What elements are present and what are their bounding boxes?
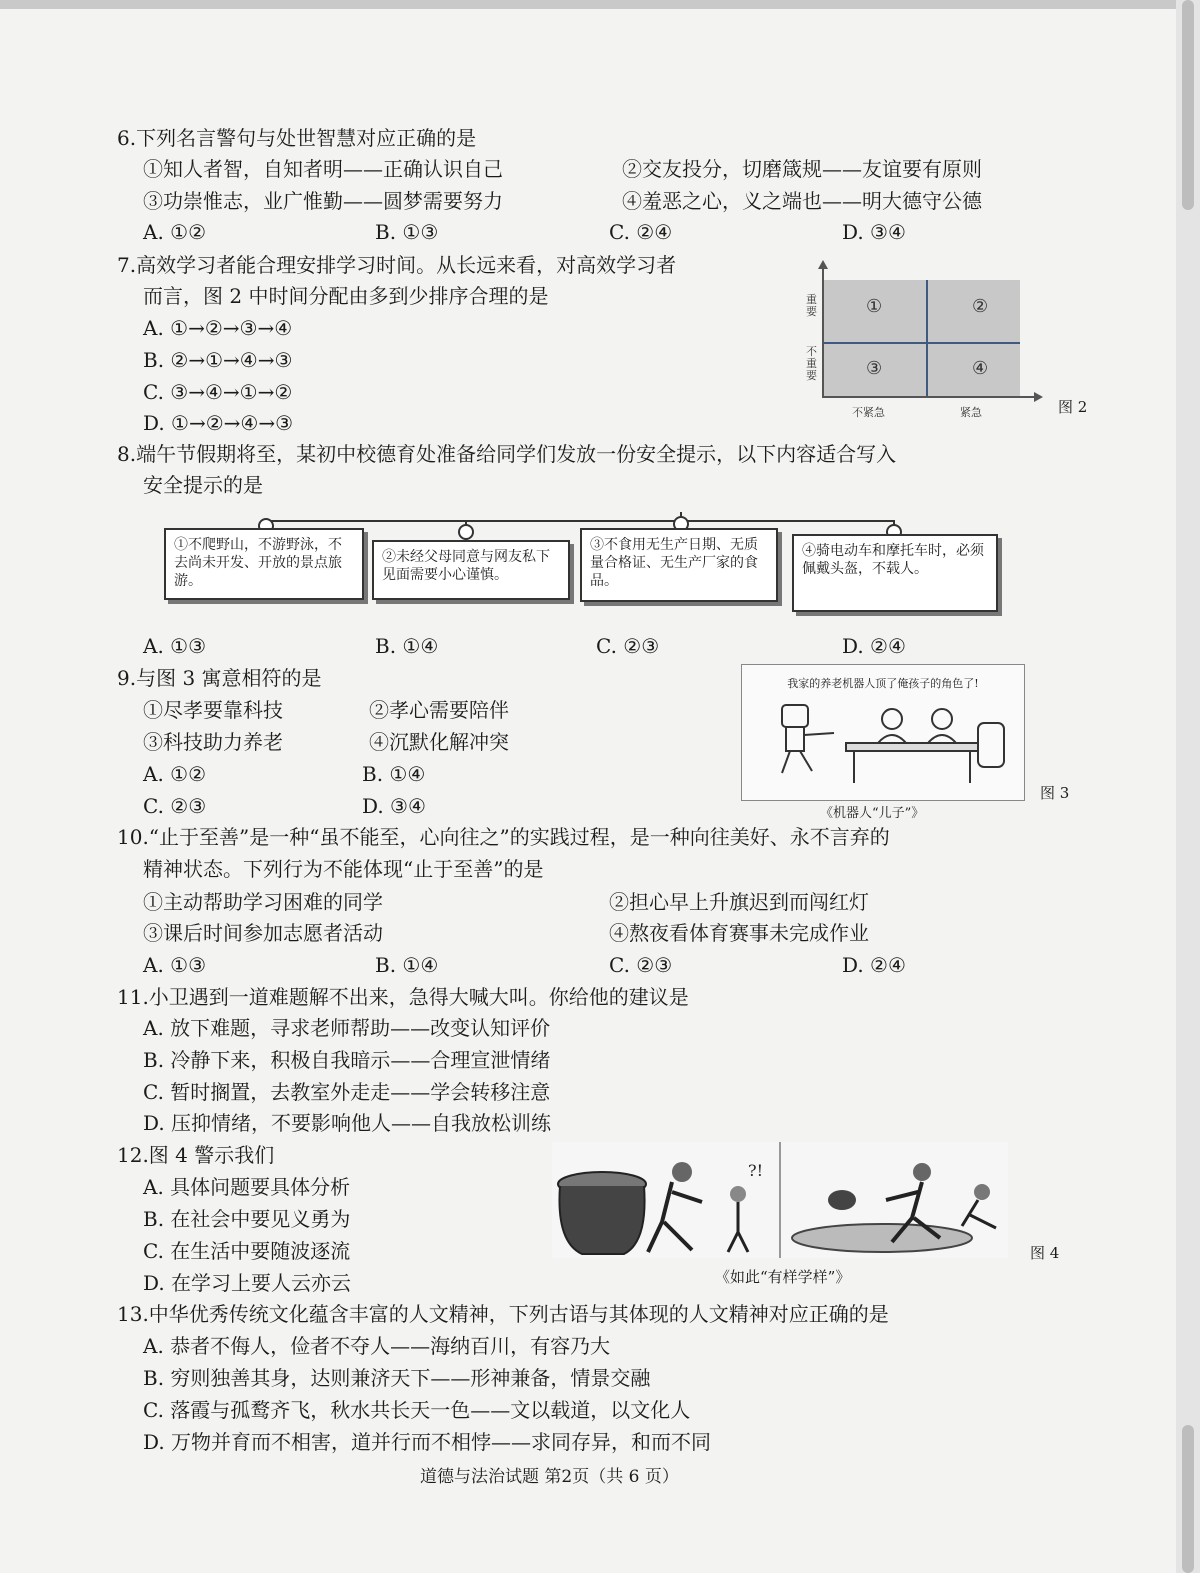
svg-text:?!: ?! [748, 1161, 764, 1180]
q6-option-d: D. ③④ [842, 220, 906, 244]
q9-item-1: ①尽孝要靠科技 [143, 698, 283, 722]
q10-item-3: ③课后时间参加志愿者活动 [143, 921, 383, 945]
q12-option-c: C. 在生活中要随波逐流 [143, 1239, 351, 1263]
q8-option-d: D. ②④ [842, 634, 906, 658]
q7-option-a: A. ①→②→③→④ [143, 316, 293, 340]
y-label-not-important: 不重要 [806, 345, 817, 382]
q7-option-c: C. ③→④→①→② [143, 380, 293, 404]
q10-option-b: B. ①④ [375, 953, 439, 977]
x-axis-arrow-icon [1034, 392, 1043, 402]
q9-option-c: C. ②③ [143, 794, 207, 818]
q9-option-b: B. ①④ [362, 762, 426, 786]
q6-option-a: A. ①② [143, 220, 207, 244]
q13-option-a: A. 恭者不侮人，俭者不夺人——海纳百川，有容乃大 [143, 1334, 611, 1358]
safety-card-1: ①不爬野山，不游野泳，不去尚未开发、开放的景点旅游。 [164, 528, 364, 600]
q13-option-c: C. 落霞与孤鹜齐飞，秋水共长天一色——文以载道，以文化人 [143, 1398, 691, 1422]
q10-option-a: A. ①③ [143, 953, 207, 977]
q7-stem-line1: 7.高效学习者能合理安排学习时间。从长远来看，对高效学习者 [117, 253, 677, 277]
q6-item-1: ①知人者智，自知者明——正确认识自己 [143, 157, 503, 181]
x-axis [822, 396, 1036, 398]
matrix-cell-1: ① [866, 296, 883, 317]
q10-item-4: ④熬夜看体育赛事未完成作业 [609, 921, 869, 945]
safety-card-2: ②未经父母同意与网友私下见面需要小心谨慎。 [372, 540, 570, 600]
q12-option-d: D. 在学习上要人云亦云 [143, 1271, 352, 1295]
figure-3-label: 图 3 [1040, 784, 1070, 802]
q10-option-d: D. ②④ [842, 953, 906, 977]
q8-hanging-cards [160, 510, 1008, 620]
q12-option-a: A. 具体问题要具体分析 [143, 1175, 351, 1199]
q8-option-a: A. ①③ [143, 634, 207, 658]
q11-option-c: C. 暂时搁置，去教室外走走——学会转移注意 [143, 1080, 551, 1104]
x-label-not-urgent: 不紧急 [852, 406, 885, 419]
q8-stem-line2: 安全提示的是 [143, 473, 263, 497]
matrix-fill [824, 280, 1020, 396]
matrix-vertical-divider [926, 280, 928, 396]
q9-stem: 9.与图 3 寓意相符的是 [117, 666, 322, 690]
figure-3-cartoon [741, 664, 1025, 801]
q12-stem: 12.图 4 警示我们 [117, 1143, 275, 1167]
hanging-string [265, 520, 895, 522]
q11-stem: 11.小卫遇到一道难题解不出来，急得大喊大叫。你给他的建议是 [117, 985, 689, 1009]
q12-option-b: B. 在社会中要见义勇为 [143, 1207, 351, 1231]
q6-item-4: ④羞恶之心，义之端也——明大德守公德 [622, 189, 982, 213]
matrix-cell-4: ④ [972, 358, 989, 379]
page-footer: 道德与法治试题 第2页（共 6 页） [420, 1467, 679, 1487]
q10-stem-line1: 10.“止于至善”是一种“虽不能至，心向往之”的实践过程，是一种向往美好、永不言弃的 [117, 825, 890, 849]
safety-card-3: ③不食用无生产日期、无质量合格证、无生产厂家的食品。 [580, 528, 778, 602]
matrix-horizontal-divider [824, 342, 1020, 344]
x-label-urgent: 紧急 [960, 406, 982, 419]
q9-item-4: ④沉默化解冲突 [369, 730, 509, 754]
figure-4-title: 《如此“有样学样”》 [715, 1268, 851, 1286]
matrix-cell-3: ③ [866, 358, 883, 379]
q8-stem-line1: 8.端午节假期将至，某初中校德育处准备给同学们发放一份安全提示，以下内容适合写入 [117, 442, 897, 466]
q11-option-b: B. 冷静下来，积极自我暗示——合理宣泄情绪 [143, 1048, 551, 1072]
q7-stem-line2: 而言，图 2 中时间分配由多到少排序合理的是 [143, 284, 549, 308]
q7-option-b: B. ②→①→④→③ [143, 348, 293, 372]
q10-stem-line2: 精神状态。下列行为不能体现“止于至善”的是 [143, 857, 544, 881]
figure-2-time-matrix [788, 258, 1048, 428]
figure-3-caption: 我家的养老机器人顶了俺孩子的角色了! [787, 677, 979, 690]
q9-option-d: D. ③④ [362, 794, 426, 818]
q11-option-d: D. 压抑情绪，不要影响他人——自我放松训练 [143, 1111, 552, 1135]
q6-option-b: B. ①③ [375, 220, 439, 244]
figure-2-label: 图 2 [1058, 398, 1088, 416]
matrix-cell-2: ② [972, 296, 989, 317]
q7-option-d: D. ①→②→④→③ [143, 411, 294, 435]
robot-elderly-illustration [742, 665, 1024, 800]
figure-3-title: 《机器人“儿子”》 [820, 806, 925, 821]
y-axis [822, 266, 824, 398]
q9-item-3: ③科技助力养老 [143, 730, 283, 754]
q6-option-c: C. ②④ [609, 220, 673, 244]
q9-item-2: ②孝心需要陪伴 [369, 698, 509, 722]
copycat-illustration [552, 1142, 1008, 1258]
q6-item-3: ③功崇惟志，业广惟勤——圆梦需要努力 [143, 189, 503, 213]
q10-option-c: C. ②③ [609, 953, 673, 977]
figure-4-label: 图 4 [1030, 1244, 1060, 1262]
safety-card-4: ④骑电动车和摩托车时，必须佩戴头盔，不载人。 [792, 534, 998, 612]
q10-item-1: ①主动帮助学习困难的同学 [143, 890, 383, 914]
q13-option-b: B. 穷则独善其身，达则兼济天下——形神兼备，情景交融 [143, 1366, 651, 1390]
figure-4-cartoon [552, 1142, 1008, 1258]
q9-option-a: A. ①② [143, 762, 207, 786]
q13-stem: 13.中华优秀传统文化蕴含丰富的人文精神，下列古语与其体现的人文精神对应正确的是 [117, 1302, 889, 1326]
ring-2-icon [458, 524, 474, 540]
q11-option-a: A. 放下难题，寻求老师帮助——改变认知评价 [143, 1016, 551, 1040]
q8-option-c: C. ②③ [596, 634, 660, 658]
q6-item-2: ②交友投分，切磨箴规——友谊要有原则 [622, 157, 982, 181]
q10-item-2: ②担心早上升旗迟到而闯红灯 [609, 890, 869, 914]
y-axis-arrow-icon [818, 260, 828, 269]
q6-stem: 6.下列名言警句与处世智慧对应正确的是 [117, 126, 477, 150]
q8-option-b: B. ①④ [375, 634, 439, 658]
q13-option-d: D. 万物并育而不相害，道并行而不相悖——求同存异，和而不同 [143, 1430, 712, 1454]
y-label-important: 重要 [806, 293, 817, 318]
